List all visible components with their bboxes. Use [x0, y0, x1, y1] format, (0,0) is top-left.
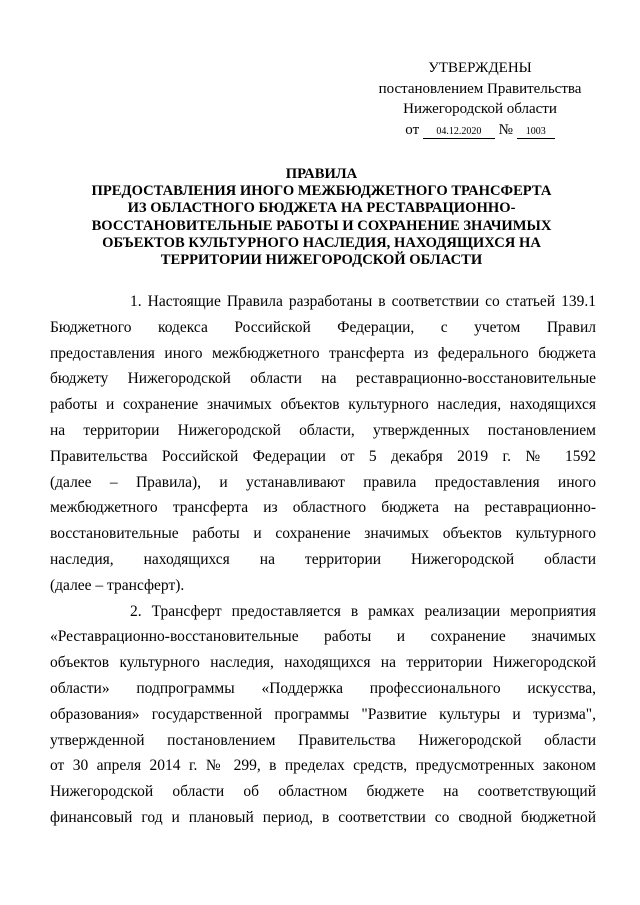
document-body: [50, 289, 596, 831]
title-line: ПРЕДОСТАВЛЕНИЯ ИНОГО МЕЖБЮДЖЕТНОГО ТРАНСФЕРТА: [91, 183, 552, 200]
paragraph-1-line: работы и сохранение значимых объектов культурного наследия, находящихся: [50, 396, 596, 414]
title-line: ПРАВИЛА: [285, 166, 358, 182]
approval-number-sign: №: [498, 121, 513, 138]
paragraph-1-line: (далее – трансферт).: [50, 576, 185, 594]
approval-authority: постановлением Правительства: [378, 80, 582, 97]
paragraph-2-line: «Реставрационно-восстановительные работы и сохранение значимых: [50, 628, 596, 646]
paragraph-1-line: 1. Настоящие Правила разработаны в соответствии со статьей 139.1: [130, 293, 596, 310]
approval-title: УТВЕРЖДЕНЫ: [428, 60, 532, 76]
paragraph-2-line: образования» государственной программы "Развитие культуры и туризма",: [50, 705, 596, 723]
document-title: [60, 166, 583, 269]
paragraph-1-line: предоставления иного межбюджетного трансферта из федерального бюджета: [50, 344, 596, 362]
title-line: ТЕРРИТОРИИ НИЖЕГОРОДСКОЙ ОБЛАСТИ: [160, 252, 483, 269]
paragraph-1-line: Бюджетного кодекса Российской Федерации, с учетом Правил: [50, 318, 596, 336]
paragraph-1-line: Правительства Российской Федерации от 5 декабря 2019 г. № 1592: [50, 447, 596, 465]
approval-date: 04.12.2020: [423, 125, 495, 139]
paragraph-1-line: восстановительные работы и сохранение значимых объектов культурного: [50, 525, 596, 543]
paragraph-1-line: на территории Нижегородской области, утвержденных постановлением: [50, 421, 596, 439]
approval-date-line: [360, 120, 600, 141]
paragraph-1-line: наследия, находящихся на территории Нижегородской области: [50, 550, 596, 568]
paragraph-1-line: межбюджетного трансферта из областного бюджета на реставрационно-: [50, 499, 596, 517]
paragraph-1-line: бюджету Нижегородской области на реставрационно-восстановительные: [50, 370, 596, 388]
title-line: ВОССТАНОВИТЕЛЬНЫЕ РАБОТЫ И СОХРАНЕНИЕ ЗНАЧИМЫХ: [91, 217, 552, 234]
paragraph-2-line: финансовый год и плановый период, в соответствии со сводной бюджетной: [50, 808, 596, 826]
paragraph-1-line: (далее – Правила), и устанавливают правила предоставления иного: [50, 473, 596, 491]
paragraph-2-line: Нижегородской области об областном бюджете на соответствующий: [50, 783, 596, 801]
paragraph-2-line: от 30 апреля 2014 г. № 299, в пределах средств, предусмотренных законом: [50, 757, 596, 775]
title-line: ИЗ ОБЛАСТНОГО БЮДЖЕТА НА РЕСТАВРАЦИОННО-: [127, 200, 516, 217]
paragraph-2-line: объектов культурного наследия, находящихся на территории Нижегородской: [50, 654, 596, 672]
paragraph-2-line: утвержденной постановлением Правительства Нижегородской области: [50, 731, 596, 749]
title-line: ОБЪЕКТОВ КУЛЬТУРНОГО НАСЛЕДИЯ, НАХОДЯЩИХСЯ НА: [102, 234, 541, 251]
approval-number: 1003: [517, 125, 555, 139]
approval-stamp: [360, 58, 600, 140]
approval-from-label: от: [405, 121, 420, 138]
approval-region: Нижегородской области: [403, 101, 557, 117]
paragraph-2-line: области» подпрограммы «Поддержка профессионального искусства,: [50, 679, 596, 697]
paragraph-2-line: 2. Трансферт предоставляется в рамках реализации мероприятия: [130, 602, 596, 620]
